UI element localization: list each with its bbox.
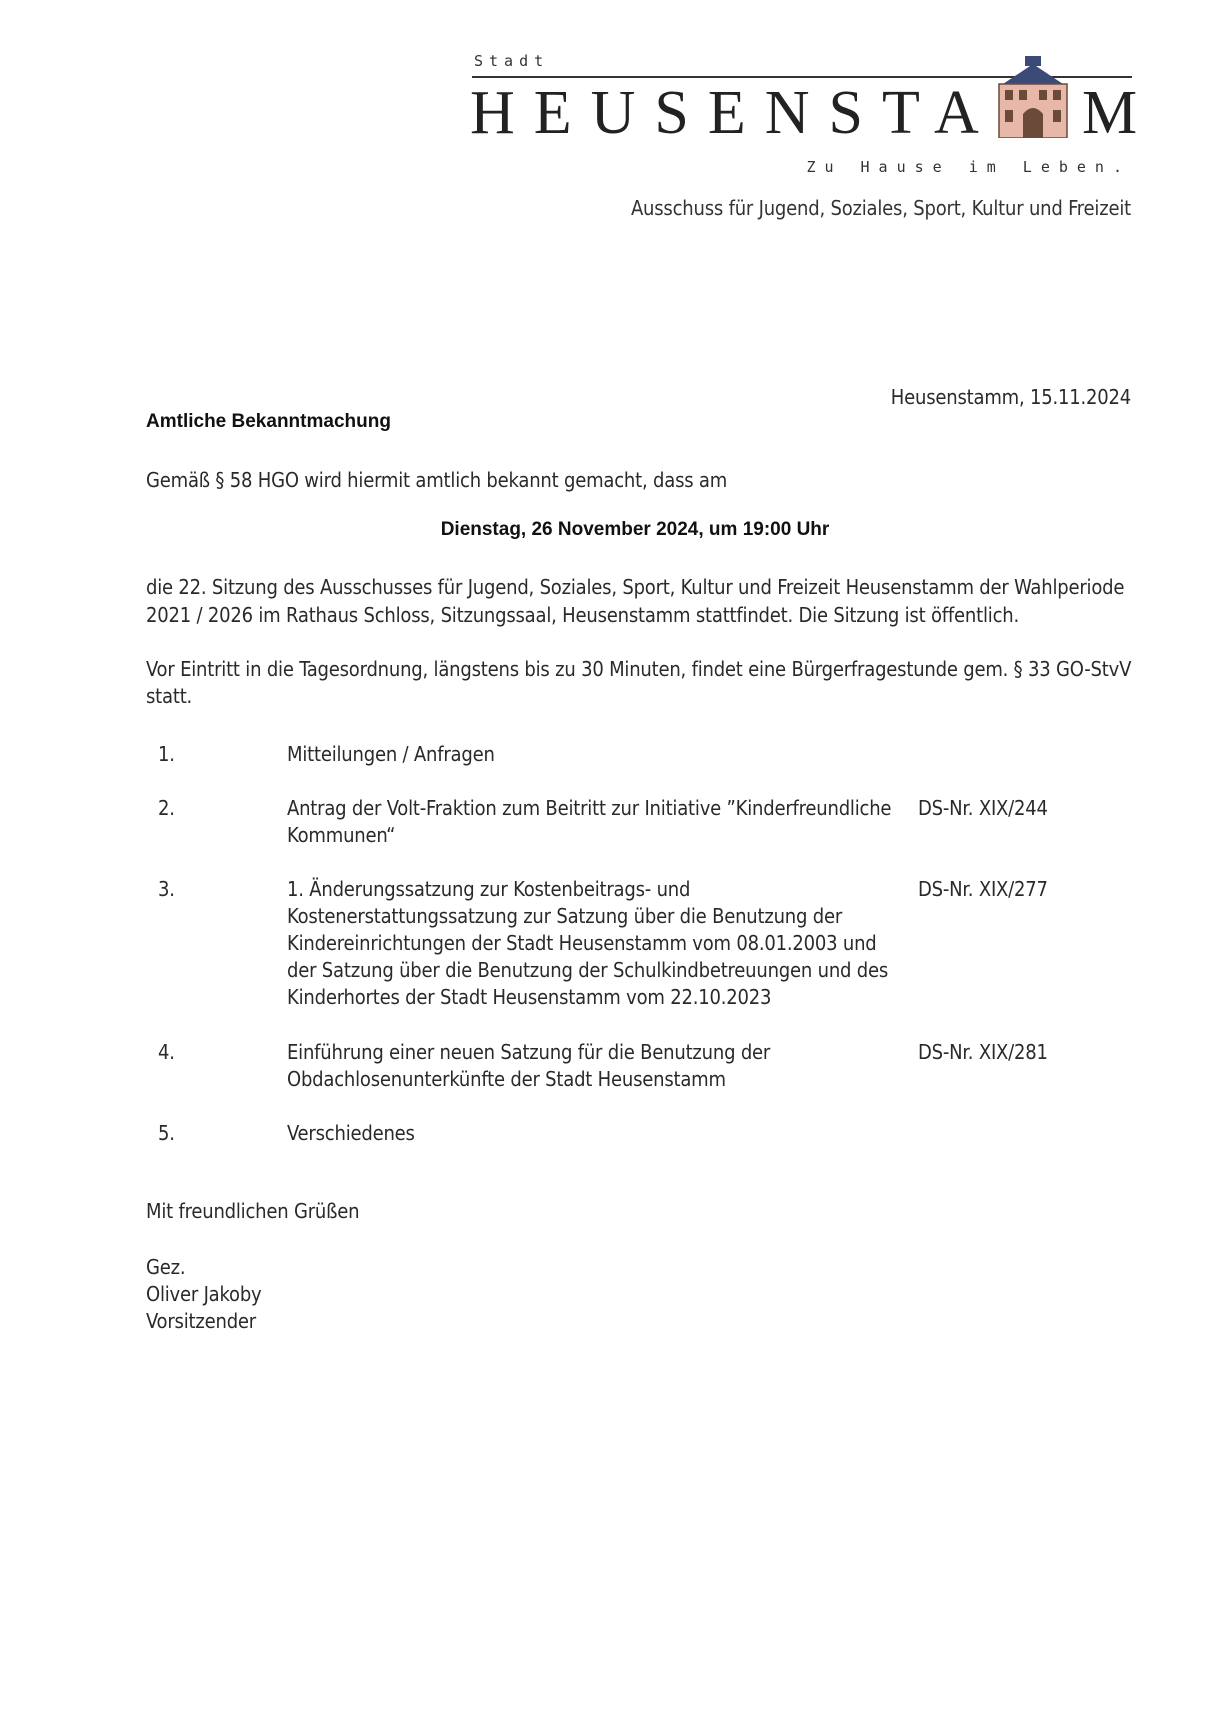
agenda-item-ds-number: DS-Nr. XIX/277 bbox=[918, 877, 1048, 901]
agenda-item-number: 4. bbox=[158, 1040, 175, 1064]
meeting-date: Dienstag, 26 November 2024, um 19:00 Uhr bbox=[440, 519, 830, 540]
closing-greeting: Mit freundlichen Grüßen bbox=[146, 1199, 360, 1223]
agenda-item-ds-number: DS-Nr. XIX/281 bbox=[918, 1040, 1048, 1064]
agenda-item-title: Mitteilungen / Anfragen bbox=[287, 742, 495, 766]
intro-text: Gemäß § 58 HGO wird hiermit amtlich bekannt gemacht, dass am bbox=[146, 468, 728, 492]
agenda-item-number: 1. bbox=[158, 742, 175, 766]
agenda-item-number: 5. bbox=[158, 1121, 175, 1145]
signature-name: Oliver Jakoby bbox=[146, 1282, 262, 1306]
agenda-item-title: Antrag der Volt-Fraktion zum Beitritt zur Initiative ”Kinderfreundliche Kommunen“ bbox=[287, 796, 892, 847]
logo-stadt-label: Stadt bbox=[474, 52, 550, 70]
agenda-item-title: Verschiedenes bbox=[287, 1121, 415, 1145]
castle-logo-icon bbox=[995, 56, 1071, 138]
signature-role: Vorsitzender bbox=[146, 1309, 256, 1333]
castle-roof bbox=[1003, 64, 1063, 84]
agenda-item-title: 1. Änderungssatzung zur Kostenbeitrags- und Kostenerstattungssatzung zur Satzung über die Benutzung der Kindereinrichtungen der Stadt Heusenstamm vom 08.01.2003 und der Satzung über die Benutzung der Schulkindbetreuungen und des Kinderhortes der Stadt Heusenstamm vom 22.10.2023 bbox=[287, 877, 889, 1009]
logo-tagline: Zu Hause im Leben. bbox=[806, 158, 1131, 176]
notice-title: Amtliche Bekanntmachung bbox=[146, 411, 391, 432]
signature-gez: Gez. bbox=[146, 1255, 186, 1279]
question-hour-text: Vor Eintritt in die Tagesordnung, längstens bis zu 30 Minuten, findet eine Bürgerfragestunde gem. § 33 GO-StvV statt. bbox=[146, 657, 1132, 708]
agenda-item-number: 3. bbox=[158, 877, 175, 901]
body-paragraph: die 22. Sitzung des Ausschusses für Jugend, Soziales, Sport, Kultur und Freizeit Heusenstamm der Wahlperiode 2021 / 2026 im Rathaus Schloss, Sitzungssaal, Heusenstamm stattfindet. Die Sitzung ist öffentlich. bbox=[146, 575, 1125, 627]
place-date: Heusenstamm, 15.11.2024 bbox=[890, 385, 1131, 409]
agenda-item-title: Einführung einer neuen Satzung für die Benutzung der Obdachlosenunterkünfte der Stadt Heusenstamm bbox=[287, 1040, 771, 1091]
committee-name: Ausschuss für Jugend, Soziales, Sport, Kultur und Freizeit bbox=[630, 196, 1131, 220]
logo-wordmark-end: M bbox=[1082, 79, 1138, 147]
agenda-item-number: 2. bbox=[158, 796, 175, 820]
logo-wordmark: HEUSENSTA bbox=[470, 79, 998, 147]
agenda-item-ds-number: DS-Nr. XIX/244 bbox=[918, 796, 1048, 820]
